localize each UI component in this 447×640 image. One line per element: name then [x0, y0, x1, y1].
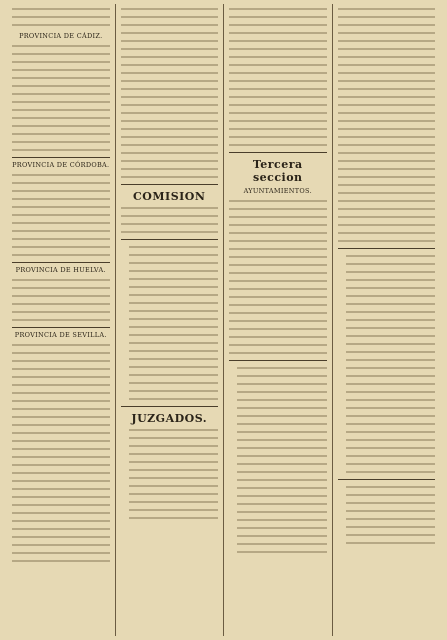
heading-provincia-huelva: PROVINCIA DE HUELVA.: [15, 266, 106, 274]
heading-tercera-seccion: Tercera seccion: [252, 158, 303, 184]
heading-juzgados: JUZGADOS.: [131, 412, 208, 425]
column-3: [223, 4, 332, 636]
column-2: [115, 4, 224, 636]
heading-ayuntamientos: AYUNTAMIENTOS.: [243, 187, 312, 195]
heading-provincia-sevilla: PROVINCIA DE SEVILLA.: [14, 331, 107, 339]
heading-comision: COMISION: [133, 190, 206, 203]
column-4: [332, 4, 441, 636]
heading-provincia-cadiz: PROVINCIA DE CÁDIZ.: [19, 32, 103, 40]
column-1: [7, 4, 115, 636]
heading-provincia-cordoba: PROVINCIA DE CÓRDOBA.: [12, 161, 110, 169]
